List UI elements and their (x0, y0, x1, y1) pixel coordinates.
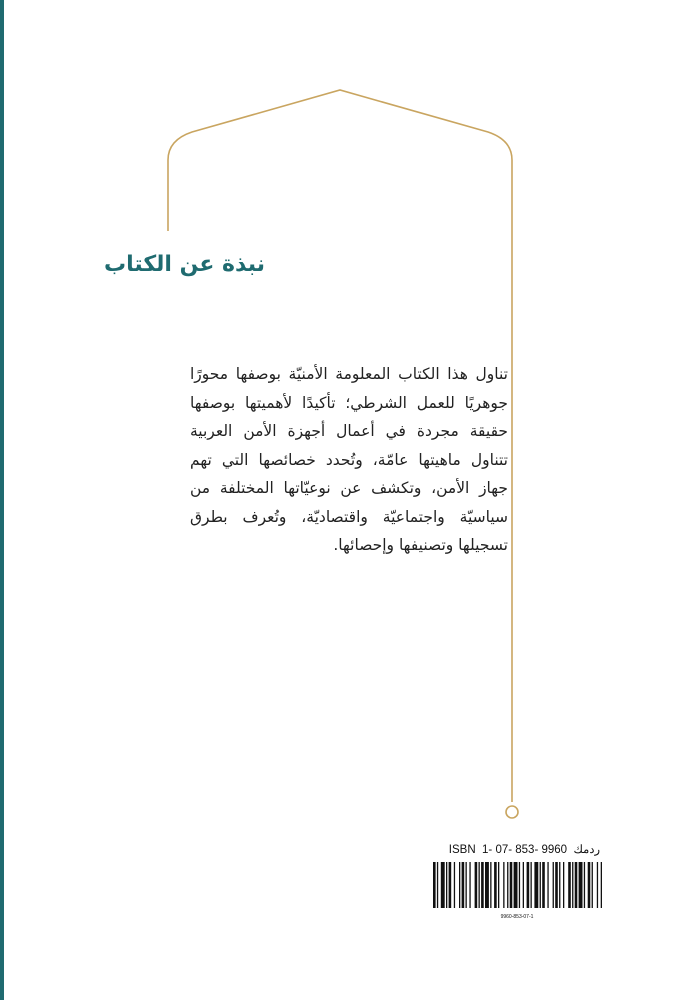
barcode-bar (540, 862, 541, 908)
barcode-bar (449, 862, 452, 908)
barcode-bar (568, 862, 571, 908)
barcode-bar (597, 862, 598, 908)
barcode-bar (494, 862, 497, 908)
isbn-number: 1- 07- 853- 9960 (482, 844, 568, 856)
barcode-bar (534, 862, 538, 908)
book-blurb (190, 360, 508, 560)
barcode-bar (507, 862, 508, 908)
barcode-bar (601, 862, 602, 908)
barcode-bar (555, 862, 558, 908)
barcode-bar (466, 862, 467, 908)
section-heading: نبذة عن الكتاب (103, 252, 265, 277)
barcode-bar (572, 862, 573, 908)
barcode-bar (454, 862, 455, 908)
barcode-bar (575, 862, 578, 908)
isbn-label-ar: ردمك (573, 844, 600, 856)
barcode-bar (579, 862, 583, 908)
barcode-bar (553, 862, 554, 908)
barcode-bar (441, 862, 445, 908)
barcode-bar (503, 862, 504, 908)
barcode-bar (485, 862, 489, 908)
barcode-bar (584, 862, 585, 908)
barcode-bar (437, 862, 438, 908)
barcode-bar (514, 862, 518, 908)
barcode-bar (433, 862, 436, 908)
barcode-bar (531, 862, 532, 908)
barcode-bar (498, 862, 499, 908)
barcode-bar (475, 862, 478, 908)
barcode-bar (459, 862, 460, 908)
barcode (431, 862, 603, 922)
barcode-bar (469, 862, 470, 908)
arch-end-circle (506, 806, 518, 818)
barcode-caption: 9960-853-07-1 (500, 914, 534, 920)
blurb-paragraph: تناول هذا الكتاب المعلومة الأمنيّة بوصفها محورًا جوهريًا للعمل الشرطي؛ تأكيدًا لأهميتها بوصفها حقيقة مجردة في أعمال أجهزة الأمن العربية تتناول ماهيتها عامّة، وتُحدد خصائصها التي تهم جهاز الأمن، وتكشف عن نوعيّاتها المختلفة من سياسيّة واجتماعيّة واقتصاديّة، وتُعرف بطرق تسجيلها وتصنيفها وإحصائها. (190, 365, 508, 554)
barcode-bar (446, 862, 447, 908)
barcode-bar (559, 862, 560, 908)
barcode-bar (542, 862, 545, 908)
barcode-bar (479, 862, 480, 908)
barcode-bar (527, 862, 530, 908)
barcode-bar (519, 862, 520, 908)
barcode-bars (433, 862, 602, 908)
isbn-line (420, 842, 600, 856)
barcode-bar (490, 862, 491, 908)
barcode-bar (588, 862, 591, 908)
barcode-bar (523, 862, 524, 908)
barcode-bar (547, 862, 548, 908)
barcode-bar (563, 862, 564, 908)
isbn-label-en: ISBN (448, 844, 476, 856)
barcode-bar (510, 862, 513, 908)
barcode-bar (462, 862, 465, 908)
barcode-bar (592, 862, 593, 908)
barcode-bar (481, 862, 484, 908)
